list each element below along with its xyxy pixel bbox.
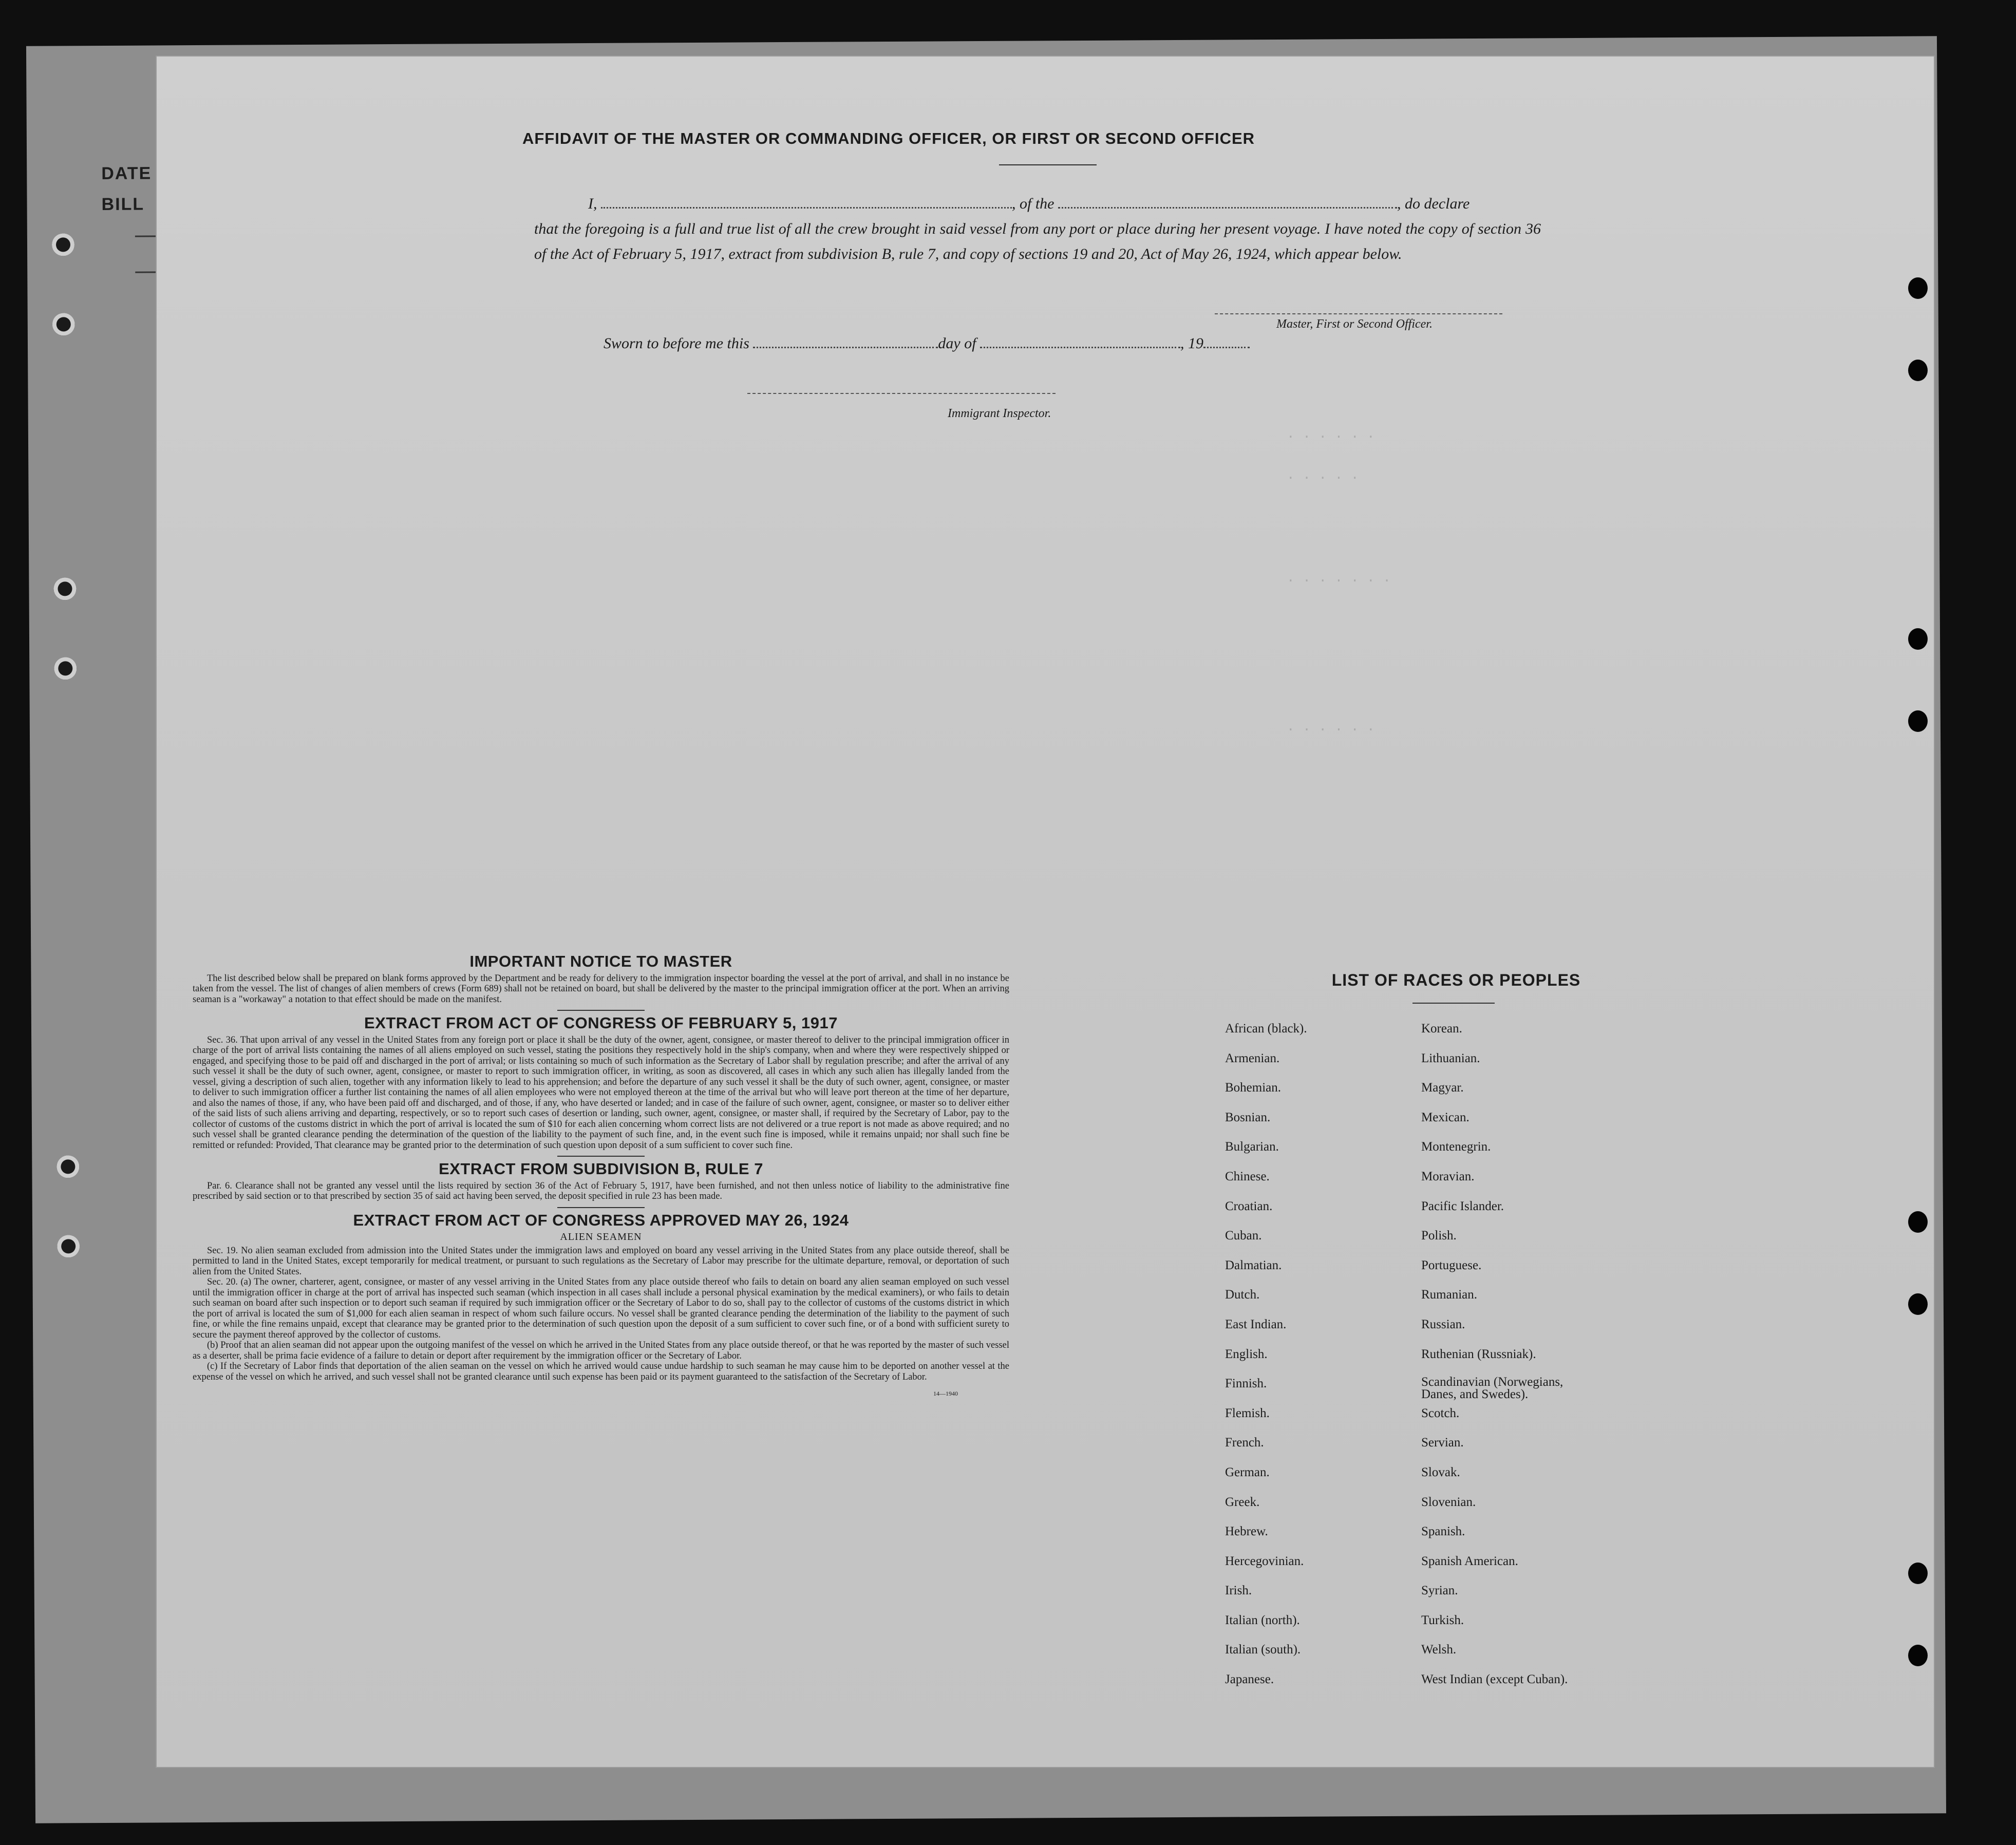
race-item: Dalmatian. (1225, 1258, 1282, 1272)
declarant-prefix: I, (588, 195, 597, 212)
master-signature-label: Master, First or Second Officer. (1276, 317, 1433, 331)
race-item: Polish. (1421, 1229, 1457, 1243)
section-20b-text: (b) Proof that an alien seaman did not appear upon the outgoing manifest of the vessel on which he arrived in the United States from any place outside thereof, or that he was reported by the master of such vessel as a deserter, shall be prima facie evidence of a failure to detain or deport after requirement by the immigration officer or the Secretary of Labor. (193, 1340, 1009, 1361)
affidavit-title: AFFIDAVIT OF THE MASTER OR COMMANDING OFFICER, OR FIRST OR SECOND OFFICER (522, 129, 1255, 147)
bleed-through-mark: . . . . . . (1287, 426, 1375, 442)
master-signature-field[interactable] (1215, 313, 1502, 314)
notice-column (193, 952, 1009, 1399)
form-number: 14—1940 (933, 1390, 958, 1397)
extract-1924-heading: EXTRACT FROM ACT OF CONGRESS APPROVED MAY 26, 1924 (353, 1211, 849, 1229)
binder-hole (56, 1155, 79, 1178)
extract-rule7-heading: EXTRACT FROM SUBDIVISION B, RULE 7 (439, 1160, 763, 1178)
race-item: Spanish American. (1421, 1554, 1518, 1568)
alien-seamen-subheading: ALIEN SEAMEN (560, 1231, 642, 1242)
declaration-text: that the foregoing is a full and true list of all the crew brought in said vessel from any port or place during her present voyage. I have noted the copy of section 36 of the Act of February 5, 1917, extract from subdivision B, rule 7, and copy of sections 19 and 20, Act of May 26, 1924, which appear below. (534, 220, 1541, 262)
race-item: Italian (south). (1225, 1643, 1301, 1657)
bleed-through-mark: . . . . . . . (1287, 570, 1391, 586)
notice-text: The list described below shall be prepared on blank forms approved by the Department and be ready for delivery to the immigration inspector boarding the vessel at the port of arrival, and shall in no instance be taken from the vessel. The list of changes of alien members of crews (Form 689) shall not be retained on board, but shall be delivered by the master to the principal immigration officer at the port. When an arriving seaman is a "workaway" a notation to that effect should be made on the manifest. (193, 973, 1009, 1005)
race-item: Japanese. (1225, 1672, 1274, 1687)
punch-hole (1908, 628, 1928, 650)
sworn-date-field[interactable] (753, 337, 938, 348)
race-item: English. (1225, 1347, 1268, 1361)
race-item: Lithuanian. (1421, 1051, 1480, 1065)
punch-hole (1908, 1562, 1928, 1584)
race-item: Ruthenian (Russniak). (1421, 1347, 1536, 1361)
race-item: Croatian. (1225, 1199, 1273, 1213)
race-item: Hebrew. (1225, 1524, 1268, 1539)
sworn-prefix: Sworn to before me this (604, 335, 749, 352)
punch-hole (1908, 1293, 1928, 1315)
extract-1917-heading: EXTRACT FROM ACT OF CONGRESS OF FEBRUARY 5, 1917 (364, 1014, 838, 1032)
race-item: Russian. (1421, 1317, 1465, 1331)
declare-suffix: , do declare (1397, 195, 1470, 212)
race-item: Spanish. (1421, 1524, 1465, 1539)
inspector-signature-field[interactable] (747, 393, 1056, 394)
bleed-through-mark: . . . . . . (1287, 719, 1375, 735)
declarant-name-field[interactable] (601, 198, 1012, 209)
section-20c-text: (c) If the Secretary of Labor finds that deportation of the alien seaman on the vessel on which he arrived would cause undue hardship to such seaman he may cause him to be deported on another vessel at the expense of the vessel on which he arrived, and such vessel shall not be granted clearance until such expense has been paid or its payment guaranteed to the satisfaction of the Secretary of Labor. (193, 1361, 1009, 1382)
race-item: Scandinavian (Norwegians, Danes, and Swedes). (1421, 1375, 1563, 1402)
race-item: Montenegrin. (1421, 1140, 1491, 1154)
race-item: Hercegovinian. (1225, 1554, 1304, 1568)
race-item: Slovak. (1421, 1465, 1460, 1479)
affidavit-statement (534, 191, 1541, 267)
section-19-text: Sec. 19. No alien seaman excluded from admission into the United States under the immigration laws and employed on board any vessel arriving in the United States from any place outside thereof, shall be permitted to land in the United States, except temporarily for medical treatment, or pursuant to such regulations as the Secretary of Labor may prescribe for the ultimate departure, removal, or deportation of such alien from the United States. (193, 1245, 1009, 1277)
race-item: Servian. (1421, 1436, 1464, 1450)
binder-hole (53, 577, 76, 600)
punch-hole (1908, 360, 1928, 381)
edge-label-date: DATE (101, 163, 152, 183)
race-item: West Indian (except Cuban). (1421, 1672, 1568, 1687)
edge-label-bill: BILL (101, 194, 145, 214)
race-item: French. (1225, 1436, 1264, 1450)
binder-hole (57, 1235, 80, 1257)
races-list-left (1225, 1021, 1307, 1702)
race-item: Pacific Islander. (1421, 1199, 1504, 1213)
race-item: Cuban. (1225, 1229, 1262, 1243)
race-item: Finnish. (1225, 1377, 1267, 1391)
race-item: Bulgarian. (1225, 1140, 1279, 1154)
section-20a-text: Sec. 20. (a) The owner, charterer, agent, consignee, or master of any vessel arriving in the United States from any place outside thereof who fails to detain on board any alien seaman employed on such vessel until the immigration officer in charge at the port of arrival has inspected such seaman (which inspection in all cases shall include a personal physical examination by the medical examiners), or who fails to detain such seaman on board after such inspection or to deport such seaman if required by such immigration officer or the Secretary of Labor to do so, shall pay to the collector of customs of the customs district in which the port of arrival is located the sum of $1,000 for each alien seaman in respect of whom such failure occurs. No vessel shall be granted clearance pending the determination of the liability to the payment of such fine, or while the fine remains unpaid, except that clearance may be granted prior to the determination of such question upon the deposit of a sum sufficient to cover such fine, or of a bond with sufficient surety to secure the payment thereof approved by the collector of customs. (193, 1277, 1009, 1340)
notice-heading: IMPORTANT NOTICE TO MASTER (469, 952, 732, 970)
race-item: Dutch. (1225, 1288, 1260, 1302)
vessel-name-field[interactable] (1058, 198, 1397, 209)
sworn-month-field[interactable] (980, 337, 1180, 348)
sworn-day-label: day of (938, 335, 976, 352)
race-item: Chinese. (1225, 1169, 1270, 1183)
race-item: Irish. (1225, 1584, 1252, 1598)
sworn-year-field[interactable] (1203, 337, 1250, 348)
bleed-through-mark: . . . . . (1287, 467, 1359, 483)
binder-hole (52, 313, 75, 335)
form-sheet (157, 57, 1934, 1767)
extract-1917-text: Sec. 36. That upon arrival of any vessel in the United States from any foreign port or place it shall be the duty of the owner, agent, consignee, or master thereof to deliver to the principal immigration officer in charge of the port of arrival lists containing the names of all aliens employed on such vessel, stating the positions they respectively hold in the ship's company, when and where they were respectively shipped or engaged, and specifying those to be paid off and discharged in the port of arrival; or lists containing so much of such information as the Secretary of Labor shall by regulation prescribe; and after the arrival of any such vessel it shall be the duty of such owner, agent, consignee, or master to report to such immigration officer, in writing, as soon as discovered, all cases in which any such alien has illegally landed from the vessel, giving a description of such alien, together with any information likely to lead to his apprehension; and before the departure of any such vessel it shall be the duty of such owner, agent, consignee, or master to deliver to such immigration officer a further list containing the names of all alien employees who were not employed thereon at the time of the arrival but who will leave port thereon at the time of her departure, and also the names of those, if any, who have been paid off and discharged, and of those, if any, who have deserted or landed; and in case of the failure of such owner, agent, consignee, or master so to deliver either of the said lists of such aliens arriving and departing, respectively, or so to report such cases of desertion or landing, such owner, agent, consignee, or master shall, if required by the Secretary of Labor, pay to the collector of customs of the customs district in which the port of arrival is located the sum of $10 for each alien concerning whom correct lists are not delivered or a true report is not made as above required; and no such vessel shall be granted clearance pending the determination of the question of the liability to the payment of such fine, and, in the event such fine is imposed, while it remains unpaid; nor shall such fine be remitted or refunded: Provided, That clearance may be granted prior to the determination of such question upon deposit of a sum sufficient to cover such fine. (193, 1034, 1009, 1151)
race-item: African (black). (1225, 1022, 1307, 1036)
punch-hole (1908, 710, 1928, 732)
punch-hole (1908, 1645, 1928, 1666)
binder-hole (52, 233, 74, 256)
binder-hole (54, 657, 77, 680)
races-list-right (1421, 1021, 1591, 1702)
race-item: Welsh. (1421, 1643, 1457, 1657)
divider (999, 164, 1097, 165)
punch-hole (1908, 277, 1928, 299)
race-item: Slovenian. (1421, 1495, 1476, 1509)
race-item: Italian (north). (1225, 1613, 1300, 1627)
sworn-year-label: , 19 (1180, 335, 1204, 352)
race-item: Korean. (1421, 1022, 1462, 1036)
race-item: Magyar. (1421, 1081, 1464, 1095)
race-item: Bohemian. (1225, 1081, 1282, 1095)
race-item: Moravian. (1421, 1169, 1475, 1183)
divider (557, 1010, 645, 1011)
declaration-line (534, 191, 1541, 216)
race-item: German. (1225, 1465, 1270, 1479)
race-item: Turkish. (1421, 1613, 1464, 1627)
race-item: Mexican. (1421, 1110, 1469, 1124)
divider (557, 1156, 645, 1157)
vessel-prefix: , of the (1012, 195, 1054, 212)
race-item: Rumanian. (1421, 1288, 1478, 1302)
races-heading: LIST OF RACES OR PEOPLES (1331, 971, 1581, 989)
punch-hole (1908, 1211, 1928, 1233)
race-item: Syrian. (1421, 1584, 1458, 1598)
race-item: Armenian. (1225, 1051, 1280, 1065)
race-item: Bosnian. (1225, 1110, 1271, 1124)
extract-rule7-text: Par. 6. Clearance shall not be granted any vessel until the lists required by section 36 of the Act of February 5, 1917, have been furnished, and not then unless notice of liability to the administrative fine prescribed by said section or to that prescribed by section 35 of said act having been served, the deposit specified in rule 23 has been made. (193, 1180, 1009, 1201)
inspector-label: Immigrant Inspector. (948, 407, 1051, 420)
race-item: Flemish. (1225, 1406, 1270, 1420)
divider (1412, 1003, 1495, 1004)
race-item: Portuguese. (1421, 1258, 1482, 1272)
race-item: Greek. (1225, 1495, 1260, 1509)
race-item: Scotch. (1421, 1406, 1460, 1420)
divider (557, 1207, 645, 1208)
race-item: East Indian. (1225, 1317, 1287, 1331)
sworn-line (604, 335, 1250, 352)
